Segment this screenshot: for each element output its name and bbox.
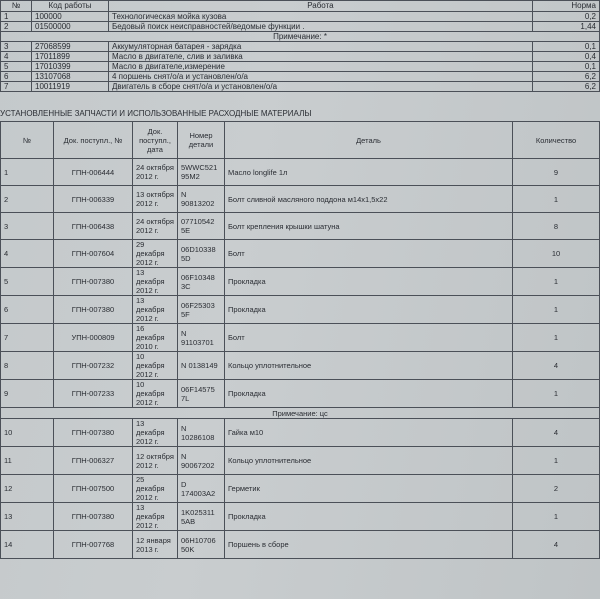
part-date-cell: 25 декабря 2012 г. (133, 475, 178, 503)
work-code-cell: 10011919 (32, 82, 109, 92)
work-norm-cell: 6,2 (532, 82, 599, 92)
part-detail-cell: Герметик (225, 475, 513, 503)
works-table-row (1, 52, 600, 62)
part-date-cell: 24 октября 2012 г. (133, 159, 178, 186)
part-number-cell: N 90067202 (178, 447, 225, 475)
part-number-cell: N 91103701 (178, 324, 225, 352)
part-nr-cell: 6 (1, 296, 54, 324)
part-doc-cell: ГПН-007233 (54, 380, 133, 408)
work-code-cell: 01500000 (32, 22, 109, 32)
parts-table-row (1, 475, 600, 503)
work-norm-cell: 6,2 (532, 72, 599, 82)
part-nr-cell: 12 (1, 475, 54, 503)
work-name-cell: Масло в двигателе, слив и заливка (109, 52, 533, 62)
part-nr-cell: 9 (1, 380, 54, 408)
parts-body (1, 159, 600, 408)
part-date-cell: 13 декабря 2012 г. (133, 503, 178, 531)
part-nr-cell: 5 (1, 268, 54, 296)
part-number-cell: 07710542 5E (178, 213, 225, 240)
part-qty-cell: 4 (513, 419, 600, 447)
part-number-cell: N 90813202 (178, 186, 225, 213)
works-header-code: Код работы (32, 1, 109, 12)
parts-table-row (1, 380, 600, 408)
part-detail-cell: Болт сливной масляного поддона м14х1,5х22 (225, 186, 513, 213)
part-date-cell: 13 декабря 2012 г. (133, 296, 178, 324)
work-norm-cell: 0,4 (532, 52, 599, 62)
work-code-cell: 17010399 (32, 62, 109, 72)
parts-table-row (1, 447, 600, 475)
part-qty-cell: 9 (513, 159, 600, 186)
part-qty-cell: 1 (513, 268, 600, 296)
works-table (0, 0, 600, 92)
parts-header-qty: Количество (513, 122, 600, 159)
work-norm-cell: 0,1 (532, 42, 599, 52)
parts-note: Примечание: цс (1, 408, 600, 419)
part-nr-cell: 7 (1, 324, 54, 352)
work-name-cell: Аккумуляторная батарея - зарядка (109, 42, 533, 52)
work-nr-cell: 1 (1, 12, 32, 22)
part-detail-cell: Кольцо уплотнительное (225, 447, 513, 475)
part-date-cell: 13 декабря 2012 г. (133, 268, 178, 296)
part-doc-cell: ГПН-006327 (54, 447, 133, 475)
part-qty-cell: 1 (513, 186, 600, 213)
work-code-cell: 13107068 (32, 72, 109, 82)
part-number-cell: 06D10338 5D (178, 240, 225, 268)
work-code-cell: 100000 (32, 12, 109, 22)
parts-table-row (1, 352, 600, 380)
part-doc-cell: ГПН-007380 (54, 419, 133, 447)
works-note-row (1, 32, 600, 42)
work-nr-cell: 5 (1, 62, 32, 72)
part-detail-cell: Прокладка (225, 296, 513, 324)
parts-header-date: Док. поступл., дата (133, 122, 178, 159)
part-qty-cell: 1 (513, 296, 600, 324)
works-table-row (1, 62, 600, 72)
works-body (1, 12, 600, 32)
work-name-cell: Двигатель в сборе снят/о/а и установлен/о/а (109, 82, 533, 92)
parts-header-doc: Док. поступл., № (54, 122, 133, 159)
part-number-cell: D 174003A2 (178, 475, 225, 503)
part-nr-cell: 11 (1, 447, 54, 475)
part-nr-cell: 2 (1, 186, 54, 213)
part-detail-cell: Прокладка (225, 503, 513, 531)
parts-table-row (1, 324, 600, 352)
works-table-row (1, 82, 600, 92)
part-date-cell: 13 октября 2012 г. (133, 186, 178, 213)
parts-note-row (1, 408, 600, 419)
parts-table-row (1, 296, 600, 324)
part-date-cell: 13 декабря 2012 г. (133, 419, 178, 447)
part-qty-cell: 8 (513, 213, 600, 240)
part-doc-cell: ГПН-007380 (54, 296, 133, 324)
work-nr-cell: 4 (1, 52, 32, 62)
part-date-cell: 16 декабря 2010 г. (133, 324, 178, 352)
part-detail-cell: Прокладка (225, 268, 513, 296)
part-date-cell: 10 декабря 2012 г. (133, 352, 178, 380)
part-nr-cell: 1 (1, 159, 54, 186)
part-detail-cell: Кольцо уплотнительное (225, 352, 513, 380)
part-nr-cell: 10 (1, 419, 54, 447)
work-nr-cell: 3 (1, 42, 32, 52)
works-header-row (1, 1, 600, 12)
parts-table (0, 121, 600, 559)
works-header-work: Работа (109, 1, 533, 12)
work-code-cell: 27068599 (32, 42, 109, 52)
parts-header-nr: № (1, 122, 54, 159)
part-number-cell: 5WWC521 95M2 (178, 159, 225, 186)
parts-table-row (1, 268, 600, 296)
part-date-cell: 29 декабря 2012 г. (133, 240, 178, 268)
works-table-row (1, 42, 600, 52)
work-nr-cell: 2 (1, 22, 32, 32)
part-number-cell: N 0138149 (178, 352, 225, 380)
parts-table-row (1, 159, 600, 186)
part-date-cell: 12 января 2013 г. (133, 531, 178, 559)
part-number-cell: 06F25303 5F (178, 296, 225, 324)
part-qty-cell: 1 (513, 324, 600, 352)
works-table-row (1, 72, 600, 82)
part-nr-cell: 14 (1, 531, 54, 559)
part-doc-cell: ГПН-007232 (54, 352, 133, 380)
part-detail-cell: Поршень в сборе (225, 531, 513, 559)
part-detail-cell: Болт крепления крышки шатуна (225, 213, 513, 240)
part-number-cell: N 10286108 (178, 419, 225, 447)
part-qty-cell: 4 (513, 531, 600, 559)
part-doc-cell: ГПН-007500 (54, 475, 133, 503)
part-date-cell: 12 октября 2012 г. (133, 447, 178, 475)
part-number-cell: 06F10348 3C (178, 268, 225, 296)
parts-section-title: УСТАНОВЛЕННЫЕ ЗАПЧАСТИ И ИСПОЛЬЗОВАННЫЕ РАСХОДНЫЕ МАТЕРИАЛЫ (0, 109, 312, 118)
part-nr-cell: 13 (1, 503, 54, 531)
works-table-row (1, 22, 600, 32)
works-header-nr: № (1, 1, 32, 12)
work-code-cell: 17011899 (32, 52, 109, 62)
work-name-cell: Бедовый поиск неисправностей/ведомые функции . (109, 22, 533, 32)
works-note: Примечание: * (1, 32, 600, 42)
part-number-cell: 06F14575 7L (178, 380, 225, 408)
work-nr-cell: 6 (1, 72, 32, 82)
works-body-after-note (1, 42, 600, 92)
part-doc-cell: ГПН-006444 (54, 159, 133, 186)
part-doc-cell: ГПН-006339 (54, 186, 133, 213)
parts-table-row (1, 531, 600, 559)
part-detail-cell: Прокладка (225, 380, 513, 408)
part-detail-cell: Болт (225, 240, 513, 268)
part-qty-cell: 2 (513, 475, 600, 503)
part-doc-cell: ГПН-007768 (54, 531, 133, 559)
work-name-cell: 4 поршень снят/о/а и установлен/о/а (109, 72, 533, 82)
parts-header-detail: Деталь (225, 122, 513, 159)
part-doc-cell: ГПН-007380 (54, 268, 133, 296)
part-nr-cell: 3 (1, 213, 54, 240)
works-header-norm: Норма (532, 1, 599, 12)
part-nr-cell: 4 (1, 240, 54, 268)
parts-header-order: Номер детали (178, 122, 225, 159)
parts-header-row (1, 122, 600, 159)
part-date-cell: 10 декабря 2012 г. (133, 380, 178, 408)
work-name-cell: Технологическая мойка кузова (109, 12, 533, 22)
part-date-cell: 24 октября 2012 г. (133, 213, 178, 240)
part-qty-cell: 1 (513, 503, 600, 531)
part-doc-cell: ГПН-007604 (54, 240, 133, 268)
part-doc-cell: ГПН-006438 (54, 213, 133, 240)
parts-table-row (1, 419, 600, 447)
part-doc-cell: ГПН-007380 (54, 503, 133, 531)
parts-table-row (1, 240, 600, 268)
parts-table-row (1, 213, 600, 240)
work-norm-cell: 0,1 (532, 62, 599, 72)
part-number-cell: 06H10706 50K (178, 531, 225, 559)
parts-body-after-note (1, 419, 600, 559)
part-detail-cell: Болт (225, 324, 513, 352)
part-number-cell: 1K025311 5AB (178, 503, 225, 531)
work-norm-cell: 1,44 (532, 22, 599, 32)
work-norm-cell: 0,2 (532, 12, 599, 22)
part-qty-cell: 4 (513, 352, 600, 380)
part-doc-cell: УПН-000809 (54, 324, 133, 352)
part-qty-cell: 1 (513, 447, 600, 475)
parts-table-row (1, 186, 600, 213)
works-table-row (1, 12, 600, 22)
part-detail-cell: Масло longlife 1л (225, 159, 513, 186)
part-detail-cell: Гайка м10 (225, 419, 513, 447)
part-qty-cell: 10 (513, 240, 600, 268)
part-nr-cell: 8 (1, 352, 54, 380)
work-nr-cell: 7 (1, 82, 32, 92)
parts-table-row (1, 503, 600, 531)
part-qty-cell: 1 (513, 380, 600, 408)
work-name-cell: Масло в двигателе,измерение (109, 62, 533, 72)
